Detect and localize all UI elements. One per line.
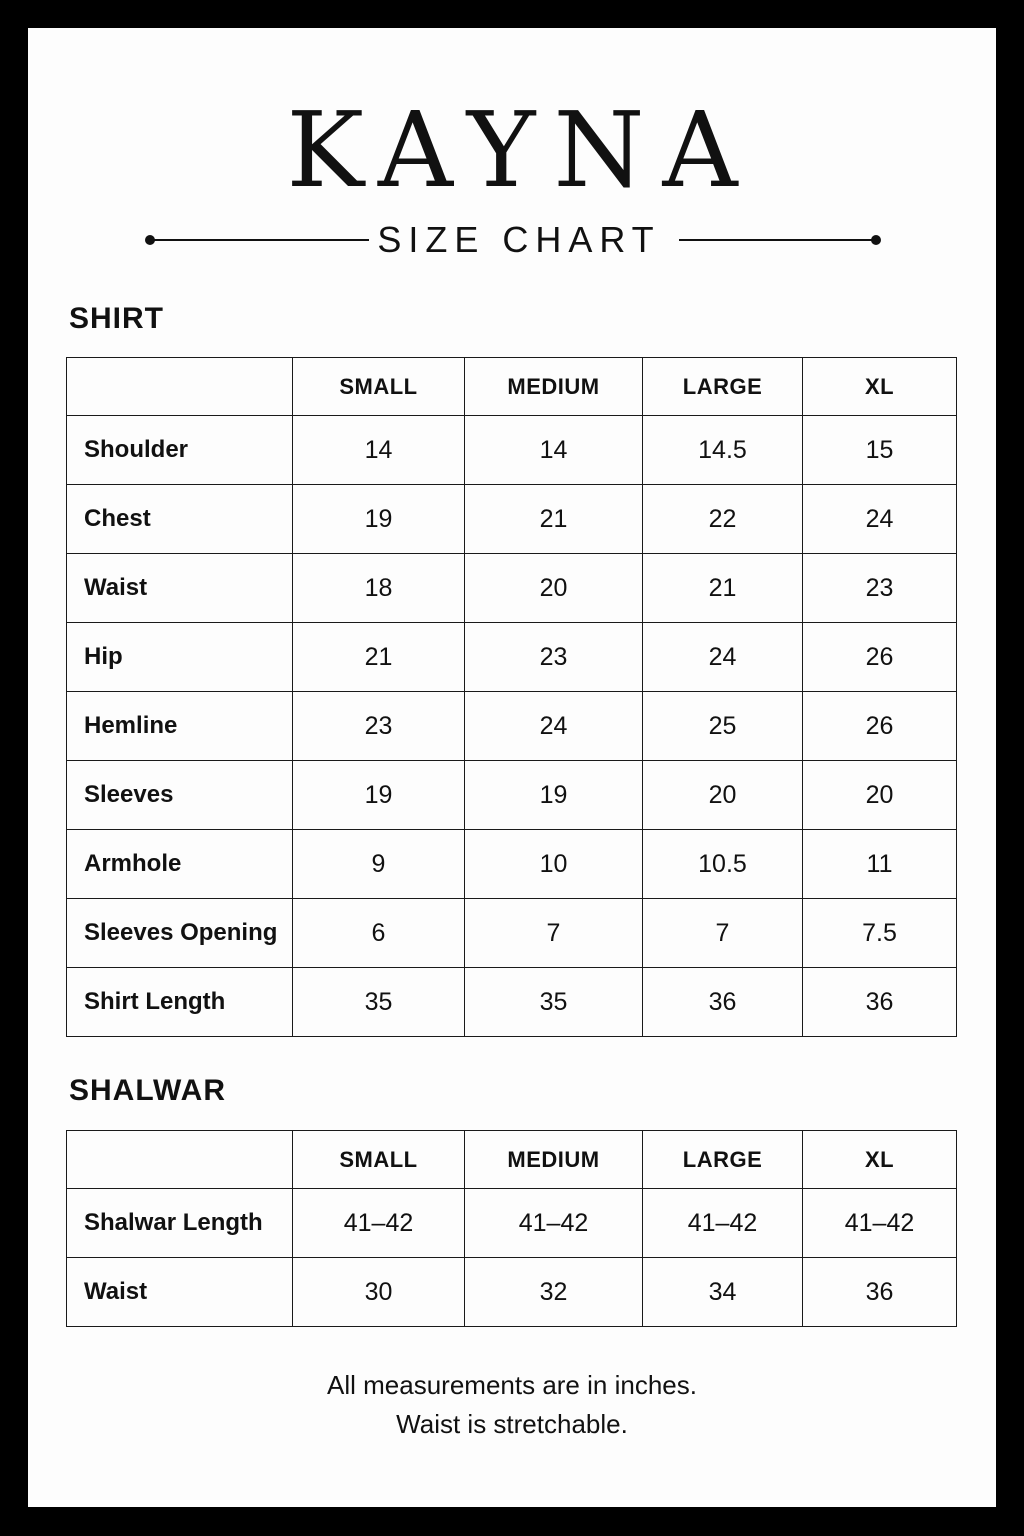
table-cell: 20 bbox=[643, 761, 803, 830]
table-cell: 32 bbox=[465, 1258, 643, 1327]
column-header: XL bbox=[803, 1131, 957, 1189]
divider-line-left bbox=[151, 239, 369, 241]
table-row bbox=[67, 899, 957, 968]
shirt-section-title: SHIRT bbox=[69, 302, 164, 335]
table-row bbox=[67, 554, 957, 623]
shalwar-size-table bbox=[66, 1130, 957, 1327]
table-cell: 19 bbox=[465, 761, 643, 830]
row-label: Hip bbox=[67, 623, 293, 692]
row-label: Shoulder bbox=[67, 416, 293, 485]
table-row bbox=[67, 761, 957, 830]
table-cell: 23 bbox=[465, 623, 643, 692]
table-cell: 25 bbox=[643, 692, 803, 761]
table-cell: 14 bbox=[293, 416, 465, 485]
table-cell: 21 bbox=[293, 623, 465, 692]
column-header: LARGE bbox=[643, 358, 803, 416]
row-label: Sleeves Opening bbox=[67, 899, 293, 968]
table-cell: 41–42 bbox=[465, 1189, 643, 1258]
shirt-size-table bbox=[66, 357, 957, 1037]
table-cell: 11 bbox=[803, 830, 957, 899]
table-cell: 24 bbox=[465, 692, 643, 761]
table-row bbox=[67, 1258, 957, 1327]
table-cell: 24 bbox=[803, 485, 957, 554]
table-row bbox=[67, 485, 957, 554]
table-cell: 36 bbox=[803, 968, 957, 1037]
footnote-units: All measurements are in inches. bbox=[327, 1370, 697, 1400]
table-cell: 20 bbox=[803, 761, 957, 830]
table-header-row bbox=[67, 358, 957, 416]
header-corner-cell bbox=[67, 358, 293, 416]
size-chart-card bbox=[28, 28, 996, 1507]
subtitle: SIZE CHART bbox=[377, 219, 661, 260]
column-header: MEDIUM bbox=[465, 358, 643, 416]
table-row bbox=[67, 692, 957, 761]
table-row bbox=[67, 623, 957, 692]
row-label: Shirt Length bbox=[67, 968, 293, 1037]
table-cell: 6 bbox=[293, 899, 465, 968]
brand-logo: KAYNA bbox=[286, 89, 756, 211]
table-cell: 10 bbox=[465, 830, 643, 899]
table-cell: 21 bbox=[465, 485, 643, 554]
table-cell: 36 bbox=[803, 1258, 957, 1327]
table-cell: 35 bbox=[465, 968, 643, 1037]
column-header: XL bbox=[803, 358, 957, 416]
table-cell: 7.5 bbox=[803, 899, 957, 968]
table-cell: 19 bbox=[293, 485, 465, 554]
table-cell: 35 bbox=[293, 968, 465, 1037]
column-header: LARGE bbox=[643, 1131, 803, 1189]
table-cell: 20 bbox=[465, 554, 643, 623]
row-label: Chest bbox=[67, 485, 293, 554]
table-cell: 26 bbox=[803, 692, 957, 761]
row-label: Waist bbox=[67, 554, 293, 623]
table-cell: 15 bbox=[803, 416, 957, 485]
table-cell: 9 bbox=[293, 830, 465, 899]
table-cell: 18 bbox=[293, 554, 465, 623]
column-header: SMALL bbox=[293, 1131, 465, 1189]
table-cell: 22 bbox=[643, 485, 803, 554]
header-corner-cell bbox=[67, 1131, 293, 1189]
shalwar-section-title: SHALWAR bbox=[69, 1074, 226, 1107]
table-cell: 10.5 bbox=[643, 830, 803, 899]
row-label: Hemline bbox=[67, 692, 293, 761]
subtitle-divider bbox=[145, 218, 881, 262]
table-header-row bbox=[67, 1131, 957, 1189]
column-header: SMALL bbox=[293, 358, 465, 416]
table-cell: 41–42 bbox=[293, 1189, 465, 1258]
table-row bbox=[67, 968, 957, 1037]
row-label: Shalwar Length bbox=[67, 1189, 293, 1258]
table-row bbox=[67, 416, 957, 485]
column-header: MEDIUM bbox=[465, 1131, 643, 1189]
table-cell: 26 bbox=[803, 623, 957, 692]
table-cell: 7 bbox=[643, 899, 803, 968]
table-cell: 23 bbox=[293, 692, 465, 761]
row-label: Waist bbox=[67, 1258, 293, 1327]
divider-line-right bbox=[679, 239, 875, 241]
table-cell: 7 bbox=[465, 899, 643, 968]
table-cell: 23 bbox=[803, 554, 957, 623]
table-cell: 14 bbox=[465, 416, 643, 485]
table-row bbox=[67, 1189, 957, 1258]
row-label: Sleeves bbox=[67, 761, 293, 830]
table-row bbox=[67, 830, 957, 899]
table-cell: 19 bbox=[293, 761, 465, 830]
divider-dot-right bbox=[871, 235, 881, 245]
footnote-waist: Waist is stretchable. bbox=[396, 1409, 628, 1439]
table-cell: 36 bbox=[643, 968, 803, 1037]
table-cell: 41–42 bbox=[803, 1189, 957, 1258]
row-label: Armhole bbox=[67, 830, 293, 899]
table-cell: 21 bbox=[643, 554, 803, 623]
table-cell: 14.5 bbox=[643, 416, 803, 485]
table-cell: 41–42 bbox=[643, 1189, 803, 1258]
table-cell: 30 bbox=[293, 1258, 465, 1327]
table-cell: 34 bbox=[643, 1258, 803, 1327]
table-cell: 24 bbox=[643, 623, 803, 692]
